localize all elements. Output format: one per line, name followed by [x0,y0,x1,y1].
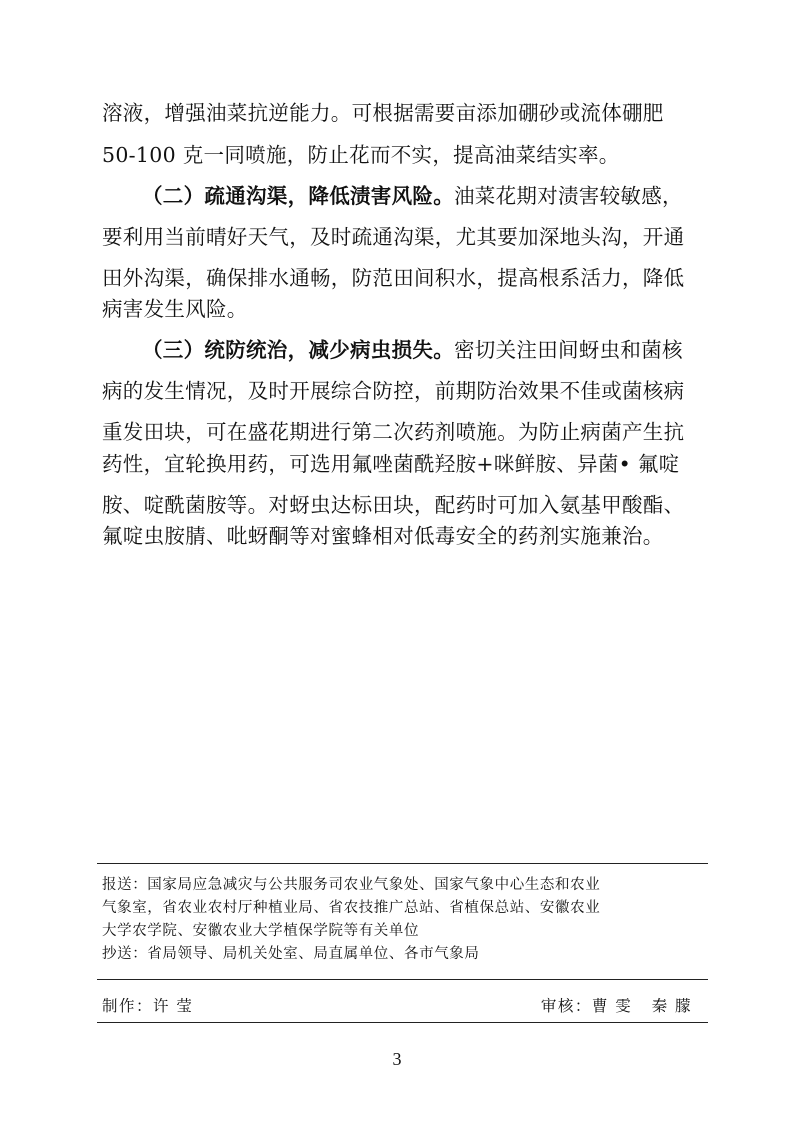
paragraph-2-line-4: 病害发生风险。 [102,297,248,321]
paragraph-2-line-1-text: 油菜花期对渍害较敏感， [454,184,683,208]
cc-line: 抄送：省局领导、局机关处室、局直属单位、各市气象局 [102,946,480,962]
report-to-line-1: 报送：国家局应急减灾与公共服务司农业气象处、国家气象中心生态和农业 [102,877,601,893]
paragraph-3-line-3: 重发田块，可在盛花期进行第二次药剂喷施。为防止病菌产生抗 [102,420,685,444]
paragraph-1-line-2: 50-100 克一同喷施，防止花而不实，提高油菜结实率。 [102,143,620,167]
paragraph-3-line-4: 药性，宜轮换用药，可选用氟唑菌酰羟胺+咪鲜胺、异菌• 氟啶 [102,452,680,476]
paragraph-3-line-6: 氟啶虫胺腈、吡蚜酮等对蜜蜂相对低毒安全的药剂实施兼治。 [102,524,664,548]
paragraph-3-line-1-text: 密切关注田间蚜虫和菌核 [454,338,683,362]
paragraph-3-line-2: 病的发生情况，及时开展综合防控，前期防治效果不佳或菌核病 [102,379,685,403]
report-to-line-3: 大学农学院、安徽农业大学植保学院等有关单位 [102,923,420,939]
footer-bottom-rule [97,1022,708,1023]
report-to-line-2: 气象室，省农业农村厅种植业局、省农技推广总站、省植保总站、安徽农业 [102,900,601,916]
paragraph-2-heading: （二）疏通沟渠，降低渍害风险。 [142,184,454,208]
paragraph-3-line-5: 胺、啶酰菌胺等。对蚜虫达标田块，配药时可加入氨基甲酸酯、 [102,493,685,517]
reviewer-credit: 审核：曹 雯 秦 朦 [540,997,692,1015]
producer-credit: 制作：许 莹 [102,997,194,1015]
page-number: 3 [392,1049,402,1069]
paragraph-1-line-1: 溶液，增强油菜抗逆能力。可根据需要亩添加硼砂或流体硼肥 [102,101,664,125]
paragraph-2-line-1 [142,186,683,206]
footer-middle-rule [97,979,708,980]
paragraph-2-line-2: 要利用当前晴好天气，及时疏通沟渠，尤其要加深地头沟，开通 [102,225,685,249]
footer-top-rule [97,863,708,864]
paragraph-2-line-3: 田外沟渠，确保排水通畅，防范田间积水，提高根系活力，降低 [102,266,685,290]
paragraph-3-line-1 [142,340,683,360]
paragraph-3-heading: （三）统防统治，减少病虫损失。 [142,338,454,362]
